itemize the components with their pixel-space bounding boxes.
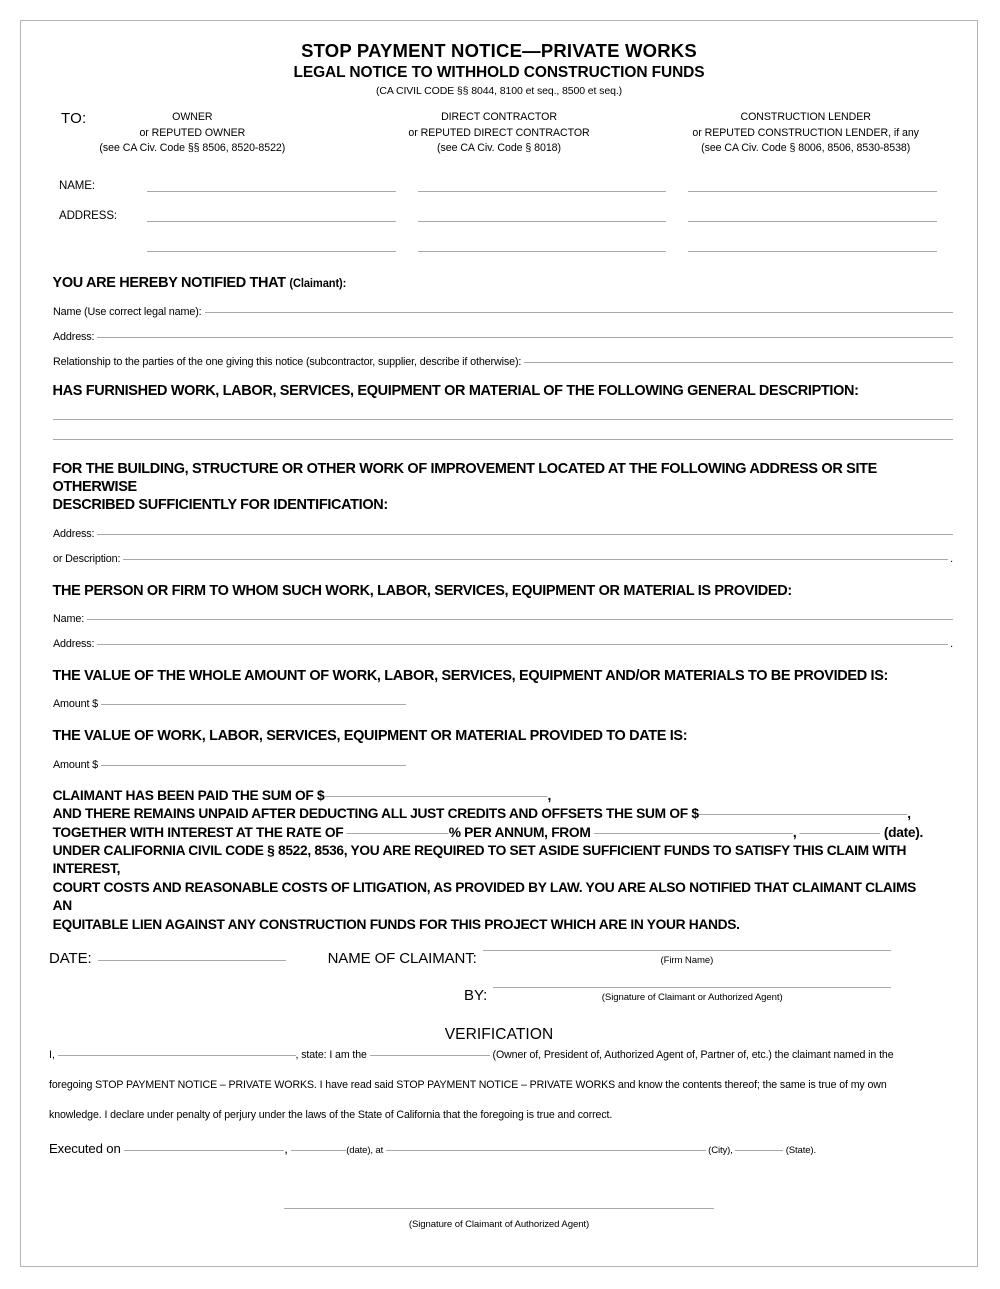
claimant-address-label: Address: <box>53 330 95 343</box>
recipient-name-owner-field[interactable] <box>147 193 418 194</box>
recipients-fields <box>39 164 959 254</box>
recipient-address-row-2 <box>39 224 959 254</box>
person-address-row <box>39 638 959 650</box>
recipient-name-lender-field[interactable] <box>688 193 959 194</box>
recipient-column-construction-lender <box>652 110 959 156</box>
claimant-relationship-row <box>39 356 959 368</box>
recipient-lender-line1: CONSTRUCTION LENDER <box>740 111 871 124</box>
building-address-label: Address: <box>53 527 95 540</box>
signature-date-claimant-row <box>39 950 959 967</box>
building-address-row <box>39 528 959 540</box>
recipients-header <box>39 110 959 162</box>
verification-i-label: I, <box>49 1049 58 1062</box>
signature-by-row <box>39 987 959 1004</box>
claimant-relationship-label: Relationship to the parties of the one giving this notice (subcontractor, supplier, describe if otherwise): <box>53 355 522 368</box>
building-section-heading <box>39 460 927 515</box>
verification-title: VERIFICATION <box>444 1026 554 1044</box>
recipient-address-label: ADDRESS: <box>59 210 117 223</box>
furnished-section-heading: HAS FURNISHED WORK, LABOR, SERVICES, EQUIPMENT OR MATERIAL OF THE FOLLOWING GENERAL DESCRIPTION: <box>52 381 859 399</box>
claim-line-5: COURT COSTS AND REASONABLE COSTS OF LITIGATION, AS PROVIDED BY LAW. YOU ARE ALSO NOTIFIED THAT CLAIMANT CLAIMS AN <box>52 879 917 915</box>
claimant-name-label: Name (Use correct legal name): <box>53 305 202 318</box>
person-address-label: Address: <box>53 638 95 651</box>
building-heading-line2: DESCRIBED SUFFICIENTLY FOR IDENTIFICATION: <box>52 496 388 514</box>
building-description-row <box>39 553 959 565</box>
recipient-name-label: NAME: <box>59 180 95 193</box>
building-address-field[interactable] <box>97 536 953 537</box>
verification-line-1 <box>39 1049 959 1062</box>
document-title-block <box>39 29 959 97</box>
by-signature-field[interactable] <box>493 987 891 988</box>
executed-comma: , <box>284 1141 292 1157</box>
value-to-date-amount-field[interactable] <box>101 759 406 771</box>
executed-date-caption: (date), at <box>346 1145 386 1157</box>
final-signature-caption: (Signature of Claimant of Authorized Agent) <box>408 1219 590 1231</box>
recipient-address1-owner-field[interactable] <box>147 223 418 224</box>
value-whole-amount-label: Amount $ <box>53 698 99 711</box>
claimant-address-field[interactable] <box>97 339 953 340</box>
recipient-address1-lender-field[interactable] <box>688 223 959 224</box>
recipient-address2-contractor-field[interactable] <box>418 253 689 254</box>
verification-line-3: knowledge. I declare under penalty of perjury under the laws of the State of California that the foregoing is true and correct. <box>49 1108 613 1121</box>
furnished-description-line-2[interactable] <box>53 439 953 440</box>
claimant-name-field[interactable] <box>205 314 953 315</box>
claim-paragraph <box>39 787 931 935</box>
executed-year-field[interactable] <box>291 1150 346 1151</box>
building-description-period: . <box>950 552 953 565</box>
executed-state-caption: (State). <box>783 1145 816 1157</box>
verification-line-2: foregoing STOP PAYMENT NOTICE – PRIVATE WORKS. I have read said STOP PAYMENT NOTICE – PRIVATE WORKS and know the contents thereof; the same is true of my own <box>49 1078 887 1091</box>
claim-line-4: UNDER CALIFORNIA CIVIL CODE § 8522, 8536, YOU ARE REQUIRED TO SET ASIDE SUFFICIENT FUNDS TO SATISFY THIS CLAIM WITH INTEREST, <box>52 843 907 878</box>
final-signature-block <box>39 1198 959 1230</box>
form-page <box>20 20 978 1267</box>
recipient-address2-lender-field[interactable] <box>688 253 959 254</box>
claim-paid-comma: , <box>547 787 551 804</box>
name-of-claimant-field[interactable] <box>483 950 891 951</box>
value-to-date-heading: THE VALUE OF WORK, LABOR, SERVICES, EQUIPMENT OR MATERIAL PROVIDED TO DATE IS: <box>52 727 688 745</box>
recipient-contractor-line2: or REPUTED DIRECT CONTRACTOR <box>408 126 590 139</box>
executed-on-row <box>39 1141 959 1156</box>
executed-date-field[interactable] <box>124 1150 284 1151</box>
page-title: STOP PAYMENT NOTICE—PRIVATE WORKS <box>301 40 697 61</box>
recipient-owner-line2: or REPUTED OWNER <box>139 126 246 139</box>
building-description-label: or Description: <box>53 552 121 565</box>
firm-name-caption: (Firm Name) <box>660 955 714 967</box>
recipient-contractor-line1: DIRECT CONTRACTOR <box>441 111 557 124</box>
claimant-address-row <box>39 331 959 343</box>
claim-per-annum-label: % PER ANNUM, FROM <box>448 824 594 841</box>
building-description-field[interactable] <box>123 561 948 562</box>
recipient-contractor-line3: (see CA Civ. Code § 8018) <box>437 141 561 154</box>
building-heading-line1: FOR THE BUILDING, STRUCTURE OR OTHER WORK OF IMPROVEMENT LOCATED AT THE FOLLOWING ADDRESS OR SITE OTHERWISE <box>52 459 877 496</box>
recipient-column-direct-contractor <box>346 110 653 156</box>
recipient-name-row <box>39 164 959 194</box>
executed-on-label: Executed on <box>49 1141 125 1157</box>
recipient-name-contractor-field[interactable] <box>418 193 689 194</box>
recipient-owner-line3: (see CA Civ. Code §§ 8506, 8520-8522) <box>99 141 286 154</box>
value-whole-heading: THE VALUE OF THE WHOLE AMOUNT OF WORK, LABOR, SERVICES, EQUIPMENT AND/OR MATERIALS TO BE PROVIDED IS: <box>52 667 889 685</box>
final-signature-field[interactable] <box>284 1208 714 1209</box>
claim-interest-comma: , <box>792 824 800 841</box>
claim-interest-date-field[interactable] <box>800 833 881 834</box>
claimant-heading-note: (Claimant): <box>289 278 347 291</box>
executed-state-field[interactable] <box>735 1150 783 1151</box>
by-label: BY: <box>464 987 488 1005</box>
executed-city-field[interactable] <box>386 1150 706 1151</box>
recipient-lender-line2: or REPUTED CONSTRUCTION LENDER, if any <box>692 126 919 139</box>
recipient-address-row-1 <box>39 194 959 224</box>
claim-interest-label: TOGETHER WITH INTEREST AT THE RATE OF <box>52 824 347 841</box>
value-to-date-amount-row <box>39 759 959 771</box>
claim-unpaid-label: AND THERE REMAINS UNPAID AFTER DEDUCTING ALL JUST CREDITS AND OFFSETS THE SUM OF $ <box>52 806 699 823</box>
recipient-owner-line1: OWNER <box>172 111 213 124</box>
recipient-address-label-blank <box>39 252 147 254</box>
form-content <box>39 29 959 1230</box>
recipient-address2-owner-field[interactable] <box>147 253 418 254</box>
claim-line-unpaid <box>53 805 932 823</box>
document-citation: (CA CIVIL CODE §§ 8044, 8100 et seq., 8500 et seq.) <box>375 85 623 98</box>
person-address-field[interactable] <box>97 646 948 647</box>
claim-line-paid <box>53 787 932 805</box>
person-name-label: Name: <box>53 613 85 626</box>
date-label: DATE: <box>49 950 92 968</box>
verification-role-caption: (Owner of, President of, Authorized Agent of, Partner of, etc.) the claimant named in the <box>489 1049 894 1062</box>
document-subtitle: LEGAL NOTICE TO WITHHOLD CONSTRUCTION FUNDS <box>293 64 705 82</box>
claim-interest-date-caption: (date). <box>880 824 924 841</box>
person-address-period: . <box>950 638 953 651</box>
by-signature-caption: (Signature of Claimant or Authorized Agent) <box>601 992 783 1004</box>
executed-city-caption: (City), <box>705 1145 736 1157</box>
claimant-relationship-field[interactable] <box>524 364 953 365</box>
value-to-date-amount-label: Amount $ <box>53 758 99 771</box>
value-whole-amount-row <box>39 698 959 710</box>
verification-role-field[interactable] <box>370 1055 490 1056</box>
value-whole-amount-field[interactable] <box>101 698 406 710</box>
claim-interest-rate-field[interactable] <box>347 833 449 834</box>
name-of-claimant-label: NAME OF CLAIMANT: <box>327 950 477 968</box>
person-name-row <box>39 613 959 625</box>
date-field[interactable] <box>98 960 286 961</box>
recipient-address1-contractor-field[interactable] <box>418 223 689 224</box>
claim-line-interest <box>53 824 932 842</box>
claim-unpaid-amount-field[interactable] <box>699 814 908 815</box>
claimant-name-row <box>39 306 959 318</box>
verification-name-field[interactable] <box>58 1055 296 1056</box>
claim-paid-amount-field[interactable] <box>324 796 547 797</box>
claim-line-6: EQUITABLE LIEN AGAINST ANY CONSTRUCTION FUNDS FOR THIS PROJECT WHICH ARE IN YOUR HANDS. <box>52 916 740 933</box>
claim-paid-label: CLAIMANT HAS BEEN PAID THE SUM OF $ <box>52 787 325 804</box>
claimant-heading-text: YOU ARE HEREBY NOTIFIED THAT <box>52 274 286 292</box>
furnished-description-line-1[interactable] <box>53 419 953 420</box>
claim-interest-from-field[interactable] <box>594 833 793 834</box>
person-section-heading: THE PERSON OR FIRM TO WHOM SUCH WORK, LABOR, SERVICES, EQUIPMENT OR MATERIAL IS PROVIDED: <box>52 581 792 599</box>
recipient-lender-line3: (see CA Civ. Code § 8006, 8506, 8530-8538) <box>701 141 911 154</box>
claim-unpaid-comma: , <box>907 806 911 823</box>
to-label: TO: <box>61 110 87 128</box>
verification-state-i-am-label: , state: I am the <box>295 1049 370 1062</box>
claimant-section-heading <box>39 274 927 292</box>
person-name-field[interactable] <box>87 621 953 622</box>
